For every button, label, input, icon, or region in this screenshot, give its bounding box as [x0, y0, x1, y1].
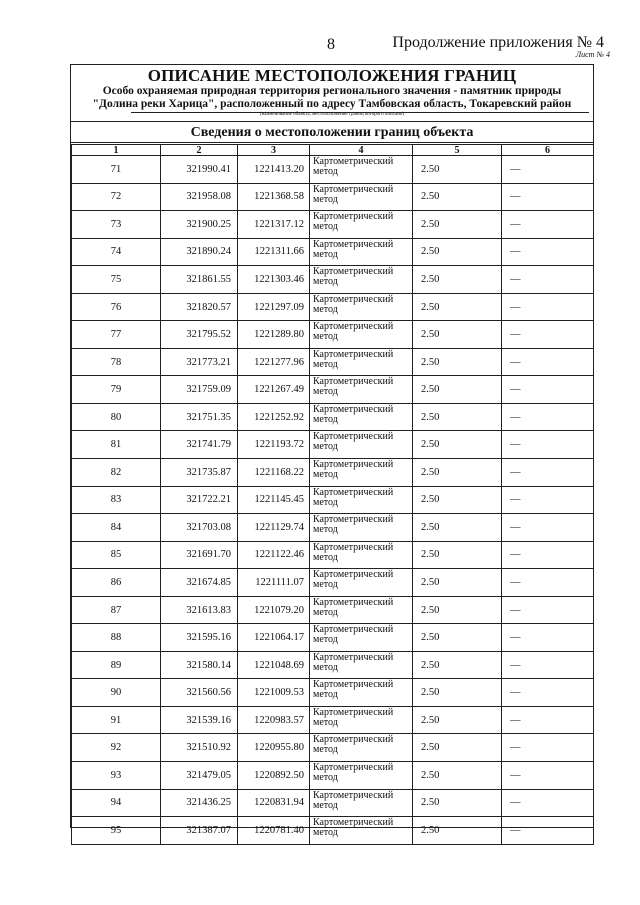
method-cell: Картометрический метод — [310, 459, 413, 487]
point-number-cell: 89 — [72, 651, 161, 679]
y-coordinate-cell: 1221267.49 — [238, 376, 310, 404]
method-cell: Картометрический метод — [310, 431, 413, 459]
accuracy-cell: 2.50 — [413, 156, 502, 184]
y-coordinate-cell: 1221122.46 — [238, 541, 310, 569]
object-note: (наименование объекта, местоположение границ которого описано) — [259, 112, 405, 117]
accuracy-cell: 2.50 — [413, 459, 502, 487]
description-cell: — — [502, 431, 594, 459]
y-coordinate-cell: 1221252.92 — [238, 403, 310, 431]
point-number-cell: 78 — [72, 348, 161, 376]
method-cell: Картометрический метод — [310, 569, 413, 597]
subtitle-line-2: "Долина реки Харица", расположенный по адресу Тамбовская область, Токаревский район — [92, 98, 572, 110]
table-row — [72, 403, 594, 431]
table-header-row — [72, 145, 594, 156]
accuracy-cell: 2.50 — [413, 706, 502, 734]
point-number-cell: 72 — [72, 183, 161, 211]
accuracy-cell: 2.50 — [413, 651, 502, 679]
point-number-cell: 79 — [72, 376, 161, 404]
x-coordinate-cell: 321890.24 — [161, 238, 238, 266]
x-coordinate-cell: 321691.70 — [161, 541, 238, 569]
x-coordinate-cell: 321387.07 — [161, 817, 238, 845]
table-row — [72, 514, 594, 542]
table-row — [72, 376, 594, 404]
table-row — [72, 762, 594, 790]
method-cell: Картометрический метод — [310, 238, 413, 266]
table-body — [72, 156, 594, 845]
y-coordinate-cell: 1221368.58 — [238, 183, 310, 211]
method-cell: Картометрический метод — [310, 762, 413, 790]
description-cell: — — [502, 293, 594, 321]
point-number-cell: 80 — [72, 403, 161, 431]
y-coordinate-cell: 1220892.50 — [238, 762, 310, 790]
description-cell: — — [502, 376, 594, 404]
x-coordinate-cell: 321741.79 — [161, 431, 238, 459]
page-number: 8 — [327, 36, 335, 53]
table-row — [72, 596, 594, 624]
y-coordinate-cell: 1221009.53 — [238, 679, 310, 707]
column-header: 3 — [238, 145, 310, 156]
y-coordinate-cell: 1220955.80 — [238, 734, 310, 762]
description-cell: — — [502, 321, 594, 349]
method-cell: Картометрический метод — [310, 734, 413, 762]
description-cell: — — [502, 706, 594, 734]
description-cell: — — [502, 266, 594, 294]
table-row — [72, 817, 594, 845]
table-row — [72, 624, 594, 652]
description-cell: — — [502, 211, 594, 239]
point-number-cell: 94 — [72, 789, 161, 817]
table-row — [72, 348, 594, 376]
x-coordinate-cell: 321900.25 — [161, 211, 238, 239]
column-header: 1 — [72, 145, 161, 156]
table-row — [72, 734, 594, 762]
y-coordinate-cell: 1221145.45 — [238, 486, 310, 514]
description-cell: — — [502, 789, 594, 817]
column-header: 2 — [161, 145, 238, 156]
description-cell: — — [502, 348, 594, 376]
accuracy-cell: 2.50 — [413, 596, 502, 624]
document-title: ОПИСАНИЕ МЕСТОПОЛОЖЕНИЯ ГРАНИЦ — [147, 66, 517, 85]
x-coordinate-cell: 321990.41 — [161, 156, 238, 184]
table-row — [72, 459, 594, 487]
accuracy-cell: 2.50 — [413, 211, 502, 239]
x-coordinate-cell: 321735.87 — [161, 459, 238, 487]
accuracy-cell: 2.50 — [413, 679, 502, 707]
method-cell: Картометрический метод — [310, 348, 413, 376]
method-cell: Картометрический метод — [310, 183, 413, 211]
subtitle-line-1: Особо охраняемая природная территория регионального значения - памятник природы — [102, 85, 562, 97]
y-coordinate-cell: 1221289.80 — [238, 321, 310, 349]
column-header: 5 — [413, 145, 502, 156]
accuracy-cell: 2.50 — [413, 541, 502, 569]
y-coordinate-cell: 1221048.69 — [238, 651, 310, 679]
accuracy-cell: 2.50 — [413, 486, 502, 514]
method-cell: Картометрический метод — [310, 266, 413, 294]
description-cell: — — [502, 651, 594, 679]
description-cell: — — [502, 762, 594, 790]
point-number-cell: 75 — [72, 266, 161, 294]
accuracy-cell: 2.50 — [413, 376, 502, 404]
table-row — [72, 541, 594, 569]
description-cell: — — [502, 541, 594, 569]
description-cell: — — [502, 734, 594, 762]
accuracy-cell: 2.50 — [413, 348, 502, 376]
point-number-cell: 77 — [72, 321, 161, 349]
point-number-cell: 81 — [72, 431, 161, 459]
description-cell: — — [502, 486, 594, 514]
y-coordinate-cell: 1221277.96 — [238, 348, 310, 376]
point-number-cell: 95 — [72, 817, 161, 845]
description-cell: — — [502, 596, 594, 624]
y-coordinate-cell: 1221311.66 — [238, 238, 310, 266]
point-number-cell: 86 — [72, 569, 161, 597]
table-row — [72, 183, 594, 211]
accuracy-cell: 2.50 — [413, 238, 502, 266]
method-cell: Картометрический метод — [310, 211, 413, 239]
description-cell: — — [502, 569, 594, 597]
table-row — [72, 211, 594, 239]
method-cell: Картометрический метод — [310, 624, 413, 652]
column-header: 6 — [502, 145, 594, 156]
method-cell: Картометрический метод — [310, 514, 413, 542]
accuracy-cell: 2.50 — [413, 321, 502, 349]
accuracy-cell: 2.50 — [413, 403, 502, 431]
point-number-cell: 92 — [72, 734, 161, 762]
x-coordinate-cell: 321560.56 — [161, 679, 238, 707]
x-coordinate-cell: 321751.35 — [161, 403, 238, 431]
y-coordinate-cell: 1221064.17 — [238, 624, 310, 652]
table-row — [72, 679, 594, 707]
document-frame — [70, 64, 594, 839]
table-row — [72, 293, 594, 321]
method-cell: Картометрический метод — [310, 293, 413, 321]
y-coordinate-cell: 1221079.20 — [238, 596, 310, 624]
method-cell: Картометрический метод — [310, 321, 413, 349]
y-coordinate-cell: 1221317.12 — [238, 211, 310, 239]
coordinates-table — [71, 144, 594, 845]
section-title: Сведения о местоположении границ объекта — [71, 121, 593, 143]
x-coordinate-cell: 321773.21 — [161, 348, 238, 376]
accuracy-cell: 2.50 — [413, 183, 502, 211]
method-cell: Картометрический метод — [310, 541, 413, 569]
method-cell: Картометрический метод — [310, 376, 413, 404]
point-number-cell: 90 — [72, 679, 161, 707]
method-cell: Картометрический метод — [310, 789, 413, 817]
method-cell: Картометрический метод — [310, 403, 413, 431]
continuation-label: Продолжение приложения № 4 — [392, 34, 604, 51]
accuracy-cell: 2.50 — [413, 514, 502, 542]
table-row — [72, 651, 594, 679]
method-cell: Картометрический метод — [310, 679, 413, 707]
point-number-cell: 71 — [72, 156, 161, 184]
accuracy-cell: 2.50 — [413, 569, 502, 597]
table-row — [72, 789, 594, 817]
method-cell: Картометрический метод — [310, 486, 413, 514]
x-coordinate-cell: 321795.52 — [161, 321, 238, 349]
accuracy-cell: 2.50 — [413, 624, 502, 652]
description-cell: — — [502, 183, 594, 211]
y-coordinate-cell: 1221413.20 — [238, 156, 310, 184]
y-coordinate-cell: 1220983.57 — [238, 706, 310, 734]
description-cell: — — [502, 238, 594, 266]
table-row — [72, 238, 594, 266]
point-number-cell: 91 — [72, 706, 161, 734]
x-coordinate-cell: 321722.21 — [161, 486, 238, 514]
description-cell: — — [502, 624, 594, 652]
method-cell: Картометрический метод — [310, 706, 413, 734]
sheet-label: Лист № 4 — [575, 50, 610, 59]
x-coordinate-cell: 321580.14 — [161, 651, 238, 679]
point-number-cell: 93 — [72, 762, 161, 790]
y-coordinate-cell: 1221129.74 — [238, 514, 310, 542]
method-cell: Картометрический метод — [310, 596, 413, 624]
point-number-cell: 88 — [72, 624, 161, 652]
point-number-cell: 74 — [72, 238, 161, 266]
description-cell: — — [502, 459, 594, 487]
method-cell: Картометрический метод — [310, 817, 413, 845]
table-row — [72, 156, 594, 184]
method-cell: Картометрический метод — [310, 156, 413, 184]
description-cell: — — [502, 679, 594, 707]
point-number-cell: 76 — [72, 293, 161, 321]
y-coordinate-cell: 1220781.40 — [238, 817, 310, 845]
description-cell: — — [502, 817, 594, 845]
x-coordinate-cell: 321674.85 — [161, 569, 238, 597]
x-coordinate-cell: 321759.09 — [161, 376, 238, 404]
table-row — [72, 706, 594, 734]
x-coordinate-cell: 321539.16 — [161, 706, 238, 734]
x-coordinate-cell: 321958.08 — [161, 183, 238, 211]
table-row — [72, 431, 594, 459]
description-cell: — — [502, 514, 594, 542]
y-coordinate-cell: 1221168.22 — [238, 459, 310, 487]
point-number-cell: 84 — [72, 514, 161, 542]
accuracy-cell: 2.50 — [413, 293, 502, 321]
point-number-cell: 83 — [72, 486, 161, 514]
point-number-cell: 85 — [72, 541, 161, 569]
table-row — [72, 321, 594, 349]
table-row — [72, 486, 594, 514]
y-coordinate-cell: 1220831.94 — [238, 789, 310, 817]
accuracy-cell: 2.50 — [413, 789, 502, 817]
x-coordinate-cell: 321479.05 — [161, 762, 238, 790]
point-number-cell: 87 — [72, 596, 161, 624]
x-coordinate-cell: 321820.57 — [161, 293, 238, 321]
x-coordinate-cell: 321510.92 — [161, 734, 238, 762]
column-header: 4 — [310, 145, 413, 156]
x-coordinate-cell: 321613.83 — [161, 596, 238, 624]
accuracy-cell: 2.50 — [413, 266, 502, 294]
accuracy-cell: 2.50 — [413, 762, 502, 790]
x-coordinate-cell: 321703.08 — [161, 514, 238, 542]
description-cell: — — [502, 403, 594, 431]
y-coordinate-cell: 1221303.46 — [238, 266, 310, 294]
y-coordinate-cell: 1221111.07 — [238, 569, 310, 597]
method-cell: Картометрический метод — [310, 651, 413, 679]
description-cell: — — [502, 156, 594, 184]
accuracy-cell: 2.50 — [413, 431, 502, 459]
point-number-cell: 73 — [72, 211, 161, 239]
table-row — [72, 569, 594, 597]
y-coordinate-cell: 1221297.09 — [238, 293, 310, 321]
accuracy-cell: 2.50 — [413, 734, 502, 762]
point-number-cell: 82 — [72, 459, 161, 487]
y-coordinate-cell: 1221193.72 — [238, 431, 310, 459]
x-coordinate-cell: 321436.25 — [161, 789, 238, 817]
accuracy-cell: 2.50 — [413, 817, 502, 845]
table-row — [72, 266, 594, 294]
x-coordinate-cell: 321595.16 — [161, 624, 238, 652]
x-coordinate-cell: 321861.55 — [161, 266, 238, 294]
